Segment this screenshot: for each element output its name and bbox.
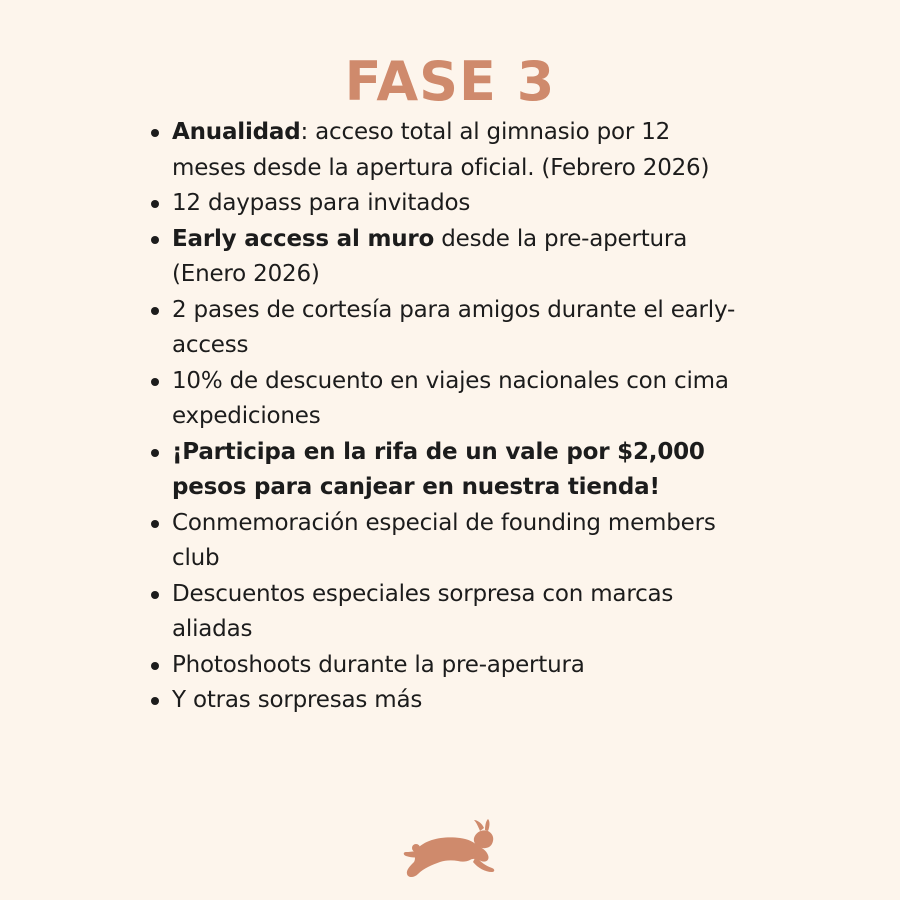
benefit-text: 12 daypass para invitados xyxy=(172,190,471,216)
benefit-text: 10% de descuento en viajes nacionales con cima expediciones xyxy=(172,367,729,429)
page-title: FASE 3 xyxy=(344,50,556,113)
benefit-brand-discounts xyxy=(146,577,746,648)
benefit-strong: ¡Participa en la rifa de un vale por $2,000 pesos para canjear en nuestra tienda! xyxy=(172,438,705,500)
benefit-text: : acceso total al gimnasio por 12 meses desde la apertura oficial. (Febrero 2026) xyxy=(172,119,710,181)
benefit-text: Y otras sorpresas más xyxy=(172,687,423,713)
benefit-commemoration xyxy=(146,506,746,577)
benefit-early-access xyxy=(146,222,746,293)
benefit-travel-discount xyxy=(146,364,746,435)
leaping-rabbit-icon xyxy=(402,818,498,880)
benefit-text: Conmemoración especial de founding members club xyxy=(172,509,716,571)
benefit-raffle xyxy=(146,435,746,506)
benefits-list xyxy=(146,115,746,719)
benefit-text: Photoshoots durante la pre-apertura xyxy=(172,651,585,678)
benefit-surprises xyxy=(146,683,746,719)
benefit-courtesy-passes xyxy=(146,293,746,364)
benefit-annual-pass xyxy=(146,115,746,186)
benefit-strong: Anualidad xyxy=(172,119,301,145)
benefit-daypass xyxy=(146,186,746,222)
benefit-text: 2 pases de cortesía para amigos durante el early-access xyxy=(172,296,736,358)
benefit-text: desde la pre-apertura (Enero 2026) xyxy=(172,225,688,287)
benefit-photoshoots xyxy=(146,648,746,684)
benefit-strong: Early access al muro xyxy=(172,225,435,252)
benefit-text: Descuentos especiales sorpresa con marcas aliadas xyxy=(172,580,674,642)
